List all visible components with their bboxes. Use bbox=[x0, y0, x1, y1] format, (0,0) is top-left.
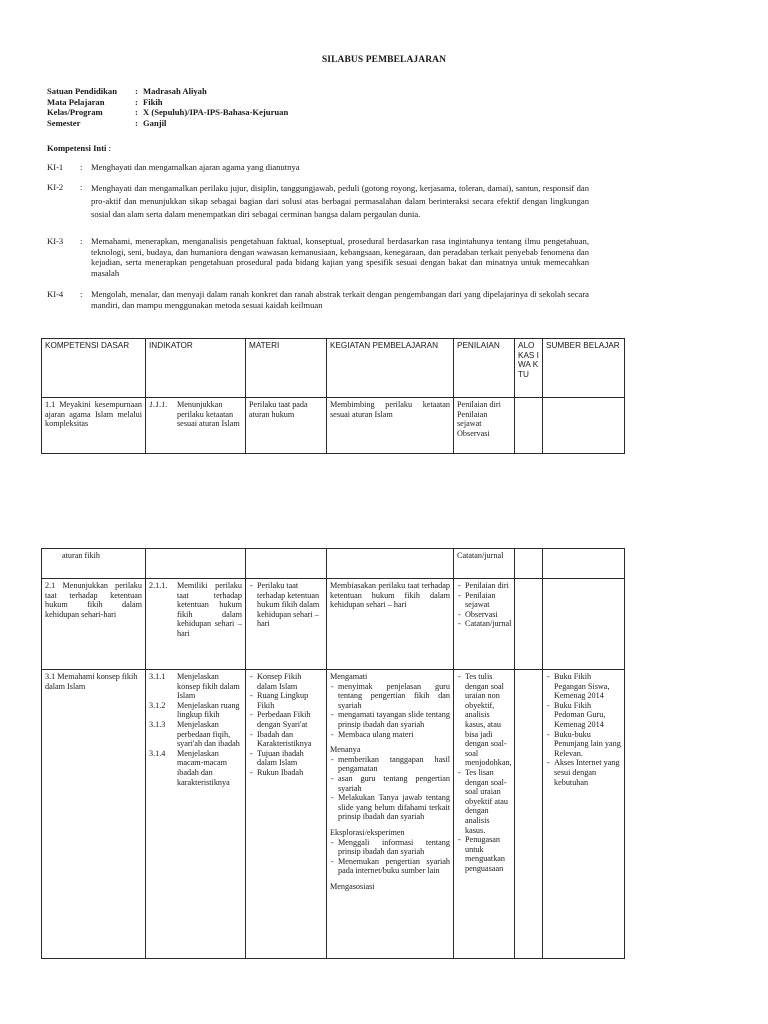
header-kegiatan: KEGIATAN PEMBELAJARAN bbox=[327, 339, 454, 398]
indicator-item bbox=[149, 581, 242, 639]
indicator-text: Menjelaskan ruang lingkup fikih bbox=[177, 700, 240, 720]
identity-colon: : bbox=[135, 107, 138, 117]
indicator-item bbox=[149, 701, 242, 720]
header-kd: KOMPETENSI DASAR bbox=[42, 339, 146, 398]
cell-penilaian bbox=[454, 579, 515, 670]
list-item: - Menemukan pengertian syariah pada internet/buku sumber lain bbox=[330, 857, 450, 876]
syllabus-table-continued bbox=[41, 548, 625, 959]
ki-heading-text: Kompetensi Inti bbox=[47, 143, 107, 153]
ki-colon: : bbox=[80, 289, 83, 299]
identity-key: Satuan Pendidikan bbox=[47, 86, 117, 96]
ki-code: KI-4 bbox=[47, 289, 64, 299]
list-item: - Perilaku taat terhadap ketentuan hukum fikih dalam kehidupan sehari – hari bbox=[249, 581, 323, 629]
indicator-text: Menunjukkan perilaku ketaatan sesuai aturan Islam bbox=[177, 400, 240, 429]
indicator-text: Menjelaskan konsep fikih dalam Islam bbox=[177, 672, 240, 701]
indicator-item bbox=[149, 672, 242, 701]
materi-list bbox=[249, 581, 323, 629]
indicator-item bbox=[149, 400, 242, 429]
cell-indikator bbox=[146, 398, 246, 454]
cell-sumber bbox=[543, 398, 625, 454]
list-item: - Menggali informasi tentang prinsip ibadah dan syariah bbox=[330, 838, 450, 857]
cell-materi bbox=[246, 670, 327, 959]
list-item: - Ruang Lingkup Fikih bbox=[249, 691, 323, 710]
list-item: - Melakukan Tanya jawab tentang slide yang belum difahami terkait prinsip ibadah dan syariah bbox=[330, 793, 450, 822]
cell-penilaian bbox=[454, 670, 515, 959]
materi-list bbox=[249, 672, 323, 778]
header-alokasi: ALO KAS I WA KTU bbox=[515, 339, 543, 398]
syllabus-table-top bbox=[41, 338, 625, 454]
table-row bbox=[42, 398, 625, 454]
list-item: - Buku-buku Penunjang lain yang Relevan. bbox=[546, 730, 621, 759]
list-item: - Buku Fikih Pedoman Guru, Kemenag 2014 bbox=[546, 701, 621, 730]
ki-code: KI-3 bbox=[47, 236, 64, 246]
ki-text: Menghayati dan mengamalkan perilaku jujur, disiplin, tanggungjawab, peduli (gotong royong, kerjasama, toleran, damai), santun, responsif dan pro-aktif dan menunjukkan sikap sebagai bagian dari solusi atas berbagai permasalahan dalam berinteraksi secara efektif dengan lingkungan sosial dan alam serta dalam menempatkan diri sebagai cerminan bangsa dalam pergaulan dunia. bbox=[91, 183, 589, 220]
ki-text: Memahami, menerapkan, menganalisis pengetahuan faktual, konseptual, prosedural berdasarkan rasa ingintahunya tentang ilmu pengetahuan, teknologi, seni, budaya, dan humaniora dengan wawasan kemanusiaan, kebangsaan, kenegaraan, dan peradaban terkait penyebab fenomena dan kejadian, serta menerapkan pengetahuan prosedural pada bidang kajian yang spesifik sesuai dengan bakat dan minatnya untuk memecahkan masalah bbox=[91, 236, 589, 278]
indicator-number: 3.1.3 bbox=[149, 719, 166, 729]
cell-alokasi bbox=[515, 670, 543, 959]
list-item: - Tes lisan dengan soal-soal uraian obyektif atau dengan analisis kasus. bbox=[457, 768, 511, 835]
indicator-number: 3.1.4 bbox=[149, 748, 166, 758]
header-indikator: INDIKATOR bbox=[146, 339, 246, 398]
cell-penilaian: Penilaian diri Penilaian sejawat Observasi bbox=[454, 398, 515, 454]
identity-row-school bbox=[47, 86, 288, 97]
identity-row-class bbox=[47, 107, 288, 118]
kegiatan-list bbox=[330, 755, 450, 822]
list-item: - memberikan tanggapan hasil pengamatan bbox=[330, 755, 450, 774]
ki-heading bbox=[47, 143, 111, 154]
table-row bbox=[42, 670, 625, 959]
cell-kd: 1.1 Meyakini kesempurnaan ajaran agama Islam melalui kompleksitas bbox=[42, 398, 146, 454]
cell-alokasi bbox=[515, 579, 543, 670]
ki-code: KI-1 bbox=[47, 162, 64, 172]
ki-text: Menghayati dan mengamalkan ajaran agama yang dianutnya bbox=[91, 162, 300, 172]
list-item: - Akses Internet yang sesui dengan kebutuhan bbox=[546, 758, 621, 787]
cell-kegiatan bbox=[327, 670, 454, 959]
list-item: - Tujuan ibadah dalam Islam bbox=[249, 749, 323, 768]
sumber-list bbox=[546, 672, 621, 787]
cell-kegiatan bbox=[327, 549, 454, 579]
ki-code: KI-2 bbox=[47, 182, 64, 192]
document-title: SILABUS PEMBELAJARAN bbox=[321, 55, 447, 65]
ki-colon: : bbox=[80, 236, 83, 246]
ki-heading-suffix: : bbox=[106, 143, 111, 153]
cell-materi bbox=[246, 579, 327, 670]
cell-kd: 2.1 Menunjukkan perilaku taat terhadap ketentuan hukum fikih dalam kehidupan sehari-hari bbox=[42, 579, 146, 670]
indicator-text: Memiliki perilaku taat terhadap ketentuan hukum fikih dalam kehidupan sehari – hari bbox=[177, 581, 242, 638]
ki-text: Mengolah, menalar, dan menyaji dalam ranah konkret dan ranah abstrak terkait dengan pengembangan dari yang dipelajarinya di sekolah secara mandiri, dan mampu menggunakan metoda sesuai kaidah keilmuan bbox=[91, 289, 589, 310]
header-materi: MATERI bbox=[246, 339, 327, 398]
kegiatan-heading: Mengasosiasi bbox=[330, 881, 375, 891]
cell-materi: Perilaku taat pada aturan hukum bbox=[246, 398, 327, 454]
cell-penilaian: Catatan/jurnal bbox=[454, 549, 515, 579]
list-item: - Konsep Fikih dalam Islam bbox=[249, 672, 323, 691]
list-item: - menyimak penjelasan guru tentang pengertian fikih dan syariah bbox=[330, 682, 450, 711]
list-item: - Penilaian diri bbox=[457, 581, 511, 591]
indicator-text: Menjelaskan perbedaan fiqih, syari'ah dan ibadah bbox=[177, 719, 240, 749]
list-item: - Observasi bbox=[457, 610, 511, 620]
identity-block bbox=[47, 86, 288, 128]
list-item: - mengamati tayangan slide tentang prinsip ibadah dan syariah bbox=[330, 710, 450, 729]
indicator-item bbox=[149, 720, 242, 749]
kegiatan-list bbox=[330, 682, 450, 740]
cell-kd: 3.1 Memahami konsep fikih dalam Islam bbox=[42, 670, 146, 959]
list-item: - asan guru tentang pengertian syariah bbox=[330, 774, 450, 793]
identity-row-subject bbox=[47, 97, 288, 108]
cell-alokasi bbox=[515, 398, 543, 454]
kegiatan-heading: Eksplorasi/eksperimen bbox=[330, 827, 405, 837]
cell-kegiatan: Membiasakan perilaku taat terhadap ketentuan hukum fikih dalam kehidupan sehari – hari bbox=[327, 579, 454, 670]
list-item: - Catatan/jurnal bbox=[457, 619, 511, 629]
indicator-number: 3.1.1 bbox=[149, 672, 166, 681]
list-item: - Perbedaan Fikih dengan Syari'at bbox=[249, 710, 323, 729]
identity-value: X (Sepuluh)/IPA-IPS-Bahasa-Kejuruan bbox=[143, 107, 289, 117]
ki-colon: : bbox=[80, 162, 83, 172]
identity-value: Madrasah Aliyah bbox=[143, 86, 207, 96]
list-item: - Membaca ulang materi bbox=[330, 730, 450, 740]
list-item: - Penugasan untuk menguatkan penguasaan bbox=[457, 835, 511, 873]
cell-sumber bbox=[543, 549, 625, 579]
identity-colon: : bbox=[135, 86, 138, 96]
header-sumber: SUMBER BELAJAR bbox=[543, 339, 625, 398]
indicator-text: Menjelaskan macam-macam ibadah dan karakteristiknya bbox=[177, 748, 230, 787]
table-row bbox=[42, 579, 625, 670]
list-item: - Ibadah dan Karakteristiknya bbox=[249, 730, 323, 749]
indicator-number: 1.1.1. bbox=[149, 400, 168, 409]
indicator-item bbox=[149, 749, 242, 787]
cell-sumber bbox=[543, 670, 625, 959]
list-item: - Rukun Ibadah bbox=[249, 768, 323, 778]
identity-colon: : bbox=[135, 117, 138, 128]
cell-indikator bbox=[146, 549, 246, 579]
cell-indikator bbox=[146, 579, 246, 670]
kegiatan-heading: Mengamati bbox=[330, 672, 368, 681]
kegiatan-list bbox=[330, 838, 450, 876]
indicator-number: 3.1.2 bbox=[149, 700, 166, 710]
list-item: - Penilaian sejawat bbox=[457, 591, 511, 610]
identity-value: Fikih bbox=[143, 96, 163, 107]
header-penilaian: PENILAIAN bbox=[454, 339, 515, 398]
ki-colon: : bbox=[80, 182, 83, 192]
penilaian-list bbox=[457, 672, 511, 873]
cell-sumber bbox=[543, 579, 625, 670]
penilaian-list bbox=[457, 581, 511, 629]
identity-value: Ganjil bbox=[143, 117, 167, 128]
identity-key: Mata Pelajaran bbox=[47, 96, 105, 107]
cell-indikator bbox=[146, 670, 246, 959]
table-header-row bbox=[42, 339, 625, 398]
cell-alokasi bbox=[515, 549, 543, 579]
list-item: - Tes tulis dengan soal uraian non obyektif, analisis kasus, atau bisa jadi dengan soal-soal menjodohkan, bbox=[457, 672, 511, 768]
identity-key: Semester bbox=[47, 117, 81, 128]
cell-kd: aturan fikih bbox=[42, 549, 146, 579]
cell-materi bbox=[246, 549, 327, 579]
identity-key: Kelas/Program bbox=[47, 107, 103, 117]
indicator-number: 2.1.1. bbox=[149, 581, 168, 590]
identity-colon: : bbox=[135, 96, 138, 107]
table-row bbox=[42, 549, 625, 579]
cell-kegiatan: Membimbing perilaku ketaatan sesuai aturan Islam bbox=[327, 398, 454, 454]
kegiatan-heading: Menanya bbox=[330, 745, 361, 755]
list-item: - Buku Fikih Pegangan Siswa, Kemenag 2014 bbox=[546, 672, 621, 701]
identity-row-semester bbox=[47, 118, 288, 129]
